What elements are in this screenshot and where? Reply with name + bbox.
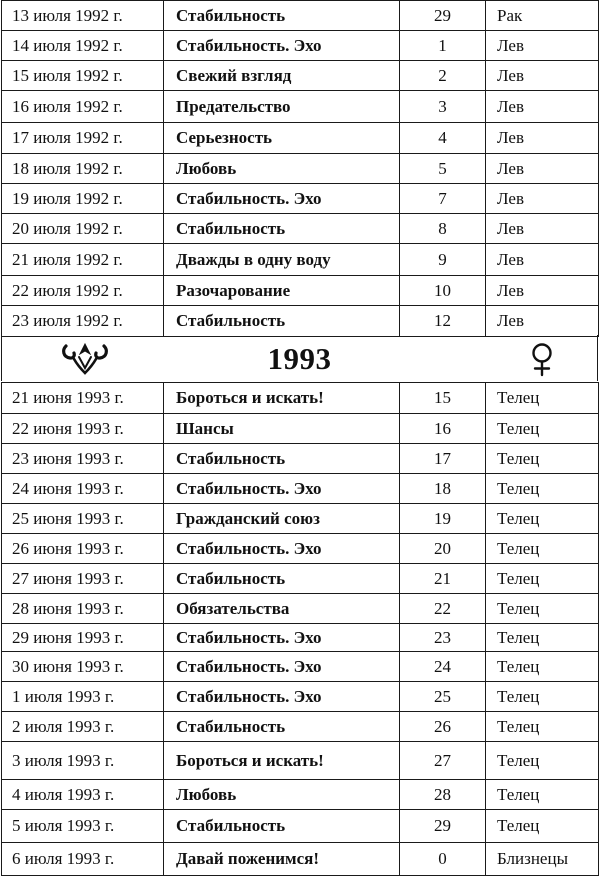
sign-cell: Телец	[486, 474, 599, 504]
title-cell: Дважды в одну воду	[164, 244, 400, 276]
table-row	[2, 474, 599, 504]
title-cell: Стабильность	[164, 444, 400, 474]
number-cell: 16	[400, 414, 486, 444]
title-cell: Бороться и искать!	[164, 742, 400, 780]
table-row	[2, 534, 599, 564]
sign-cell: Телец	[486, 742, 599, 780]
title-cell: Бороться и искать!	[164, 383, 400, 414]
table-row	[2, 843, 599, 876]
table-row	[2, 383, 599, 414]
sign-cell: Телец	[486, 414, 599, 444]
date-cell: 4 июля 1993 г.	[2, 780, 164, 810]
sign-cell: Лев	[486, 244, 599, 276]
sign-cell: Телец	[486, 534, 599, 564]
number-cell: 15	[400, 383, 486, 414]
number-cell: 10	[400, 276, 486, 306]
sign-cell: Телец	[486, 444, 599, 474]
table-row	[2, 214, 599, 244]
year-label: 1993	[267, 341, 332, 376]
date-cell: 25 июня 1993 г.	[2, 504, 164, 534]
sign-cell: Телец	[486, 624, 599, 652]
number-cell: 24	[400, 652, 486, 682]
sign-cell: Близнецы	[486, 843, 599, 876]
table-row	[2, 780, 599, 810]
title-cell: Стабильность	[164, 1, 400, 31]
date-cell: 6 июля 1993 г.	[2, 843, 164, 876]
table-row	[2, 810, 599, 843]
table-row	[2, 652, 599, 682]
title-cell: Стабильность. Эхо	[164, 184, 400, 214]
table-row	[2, 276, 599, 306]
sign-cell: Лев	[486, 184, 599, 214]
table-1993-body	[2, 383, 599, 876]
number-cell: 5	[400, 154, 486, 184]
number-cell: 26	[400, 712, 486, 742]
date-cell: 24 июня 1993 г.	[2, 474, 164, 504]
number-cell: 29	[400, 810, 486, 843]
title-cell: Стабильность	[164, 712, 400, 742]
sign-cell: Телец	[486, 780, 599, 810]
sign-cell: Телец	[486, 564, 599, 594]
date-cell: 20 июля 1992 г.	[2, 214, 164, 244]
date-cell: 13 июля 1992 г.	[2, 1, 164, 31]
number-cell: 7	[400, 184, 486, 214]
date-cell: 15 июля 1992 г.	[2, 61, 164, 91]
table-row	[2, 1, 599, 31]
date-cell: 2 июля 1993 г.	[2, 712, 164, 742]
title-cell: Стабильность. Эхо	[164, 534, 400, 564]
table-row	[2, 564, 599, 594]
title-cell: Стабильность. Эхо	[164, 652, 400, 682]
sign-cell: Лев	[486, 123, 599, 154]
title-cell: Серьезность	[164, 123, 400, 154]
date-cell: 22 июня 1993 г.	[2, 414, 164, 444]
date-cell: 27 июня 1993 г.	[2, 564, 164, 594]
title-cell: Свежий взгляд	[164, 61, 400, 91]
date-cell: 18 июля 1992 г.	[2, 154, 164, 184]
number-cell: 28	[400, 780, 486, 810]
sign-cell: Лев	[486, 61, 599, 91]
number-cell: 17	[400, 444, 486, 474]
sign-cell: Лев	[486, 306, 599, 337]
title-cell: Любовь	[164, 780, 400, 810]
table-row	[2, 624, 599, 652]
table-row	[2, 682, 599, 712]
table-row	[2, 712, 599, 742]
number-cell: 21	[400, 564, 486, 594]
sign-cell: Рак	[486, 1, 599, 31]
title-cell: Обязательства	[164, 594, 400, 624]
sign-cell: Телец	[486, 712, 599, 742]
table-row	[2, 244, 599, 276]
table-row	[2, 742, 599, 780]
date-cell: 23 июня 1993 г.	[2, 444, 164, 474]
title-cell: Предательство	[164, 91, 400, 123]
date-cell: 19 июля 1992 г.	[2, 184, 164, 214]
title-cell: Стабильность	[164, 214, 400, 244]
sign-cell: Лев	[486, 91, 599, 123]
table-row	[2, 184, 599, 214]
table-row	[2, 61, 599, 91]
sign-cell: Телец	[486, 504, 599, 534]
date-cell: 1 июля 1993 г.	[2, 682, 164, 712]
number-cell: 23	[400, 624, 486, 652]
sign-cell: Лев	[486, 276, 599, 306]
date-cell: 21 июля 1992 г.	[2, 244, 164, 276]
number-cell: 3	[400, 91, 486, 123]
sign-cell: Телец	[486, 652, 599, 682]
sign-cell: Телец	[486, 383, 599, 414]
number-cell: 19	[400, 504, 486, 534]
number-cell: 25	[400, 682, 486, 712]
table-1992	[1, 0, 599, 337]
number-cell: 22	[400, 594, 486, 624]
table-row	[2, 91, 599, 123]
date-cell: 14 июля 1992 г.	[2, 31, 164, 61]
number-cell: 27	[400, 742, 486, 780]
venus-icon	[524, 341, 560, 377]
date-cell: 22 июля 1992 г.	[2, 276, 164, 306]
sign-cell: Телец	[486, 594, 599, 624]
title-cell: Стабильность	[164, 810, 400, 843]
title-cell: Стабильность. Эхо	[164, 624, 400, 652]
table-row	[2, 306, 599, 337]
table-row	[2, 414, 599, 444]
table-1992-body	[2, 1, 599, 337]
number-cell: 8	[400, 214, 486, 244]
sign-cell: Телец	[486, 682, 599, 712]
table-row	[2, 504, 599, 534]
date-cell: 16 июля 1992 г.	[2, 91, 164, 123]
title-cell: Разочарование	[164, 276, 400, 306]
date-cell: 28 июня 1993 г.	[2, 594, 164, 624]
year-header	[1, 335, 598, 381]
table-row	[2, 594, 599, 624]
title-cell: Стабильность. Эхо	[164, 31, 400, 61]
number-cell: 20	[400, 534, 486, 564]
date-cell: 3 июля 1993 г.	[2, 742, 164, 780]
number-cell: 4	[400, 123, 486, 154]
sign-cell: Телец	[486, 810, 599, 843]
date-cell: 23 июля 1992 г.	[2, 306, 164, 337]
sign-cell: Лев	[486, 154, 599, 184]
number-cell: 9	[400, 244, 486, 276]
date-cell: 30 июня 1993 г.	[2, 652, 164, 682]
table-1993	[1, 382, 599, 876]
title-cell: Стабильность. Эхо	[164, 474, 400, 504]
title-cell: Стабильность	[164, 306, 400, 337]
number-cell: 18	[400, 474, 486, 504]
date-cell: 21 июня 1993 г.	[2, 383, 164, 414]
title-cell: Гражданский союз	[164, 504, 400, 534]
title-cell: Шансы	[164, 414, 400, 444]
sign-cell: Лев	[486, 31, 599, 61]
table-row	[2, 123, 599, 154]
sign-cell: Лев	[486, 214, 599, 244]
number-cell: 29	[400, 1, 486, 31]
table-row	[2, 154, 599, 184]
title-cell: Стабильность. Эхо	[164, 682, 400, 712]
number-cell: 12	[400, 306, 486, 337]
date-cell: 17 июля 1992 г.	[2, 123, 164, 154]
date-cell: 29 июня 1993 г.	[2, 624, 164, 652]
title-cell: Любовь	[164, 154, 400, 184]
number-cell: 1	[400, 31, 486, 61]
number-cell: 0	[400, 843, 486, 876]
title-cell: Давай поженимся!	[164, 843, 400, 876]
table-row	[2, 31, 599, 61]
date-cell: 5 июля 1993 г.	[2, 810, 164, 843]
date-cell: 26 июня 1993 г.	[2, 534, 164, 564]
number-cell: 2	[400, 61, 486, 91]
title-cell: Стабильность	[164, 564, 400, 594]
table-row	[2, 444, 599, 474]
